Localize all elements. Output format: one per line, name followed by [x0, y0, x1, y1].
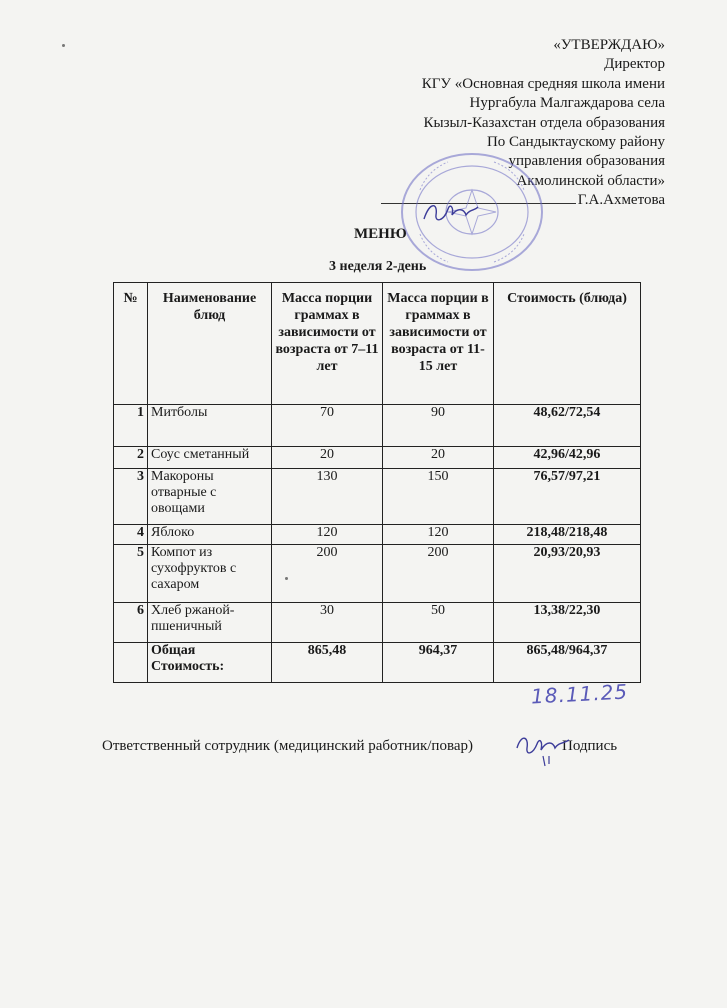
row-number: 4 [114, 525, 148, 545]
row-mass-11-15: 90 [383, 405, 494, 447]
row-cost: 48,62/72,54 [494, 405, 641, 447]
footer-line [102, 738, 618, 755]
row-mass-11-15: 20 [383, 447, 494, 469]
director-signature-icon [420, 195, 480, 230]
menu-table [113, 282, 641, 683]
row-mass-7-11: 70 [272, 405, 383, 447]
approval-line: «УТВЕРЖДАЮ» [553, 37, 665, 53]
row-dish-name: Соус сметанный [148, 447, 272, 469]
header-number: № [114, 283, 148, 405]
table-row [114, 545, 641, 603]
scan-speck [285, 577, 288, 580]
total-cost: 865,48/964,37 [494, 643, 641, 683]
row-cost: 218,48/218,48 [494, 525, 641, 545]
total-number-cell [114, 643, 148, 683]
row-dish-name: Компот из сухофруктов с сахаром [148, 545, 272, 603]
approval-line: Директор [604, 56, 665, 73]
header-dish-name: Наименование блюд [148, 283, 272, 405]
table-header-row [114, 283, 641, 405]
row-mass-11-15: 200 [383, 545, 494, 603]
table-row [114, 469, 641, 525]
row-number: 3 [114, 469, 148, 525]
row-cost: 42,96/42,96 [494, 447, 641, 469]
approval-line: Кызыл-Казахстан отдела образования [423, 114, 665, 131]
approval-line: По Сандыктаускому району [486, 134, 665, 151]
approval-line: КГУ «Основная средняя школа имени [421, 75, 665, 92]
row-mass-7-11: 200 [272, 545, 383, 603]
total-mass-7-11: 865,48 [272, 643, 383, 683]
page-subtitle: 3 неделя 2-день [329, 259, 427, 274]
row-dish-name: Хлеб ржаной-пшеничный [148, 603, 272, 643]
approval-line: Нургабула Малгаждарова села [469, 95, 665, 112]
table-row [114, 525, 641, 545]
table-row [114, 405, 641, 447]
row-cost: 76,57/97,21 [494, 469, 641, 525]
approval-line: Акмолинской области» [516, 172, 665, 189]
handwritten-date: 18.11.25 [530, 679, 629, 709]
row-dish-name: Митболы [148, 405, 272, 447]
row-mass-11-15: 120 [383, 525, 494, 545]
row-dish-name: Яблоко [148, 525, 272, 545]
header-mass-7-11: Масса порции граммах в зависимости от возраста от 7–11 лет [272, 283, 383, 405]
row-cost: 13,38/22,30 [494, 603, 641, 643]
row-mass-7-11: 120 [272, 525, 383, 545]
approval-line: управления образования [508, 153, 665, 170]
signer-name: Г.А.Ахметова [577, 192, 665, 209]
row-number: 6 [114, 603, 148, 643]
header-cost: Стоимость (блюда) [494, 283, 641, 405]
row-mass-7-11: 20 [272, 447, 383, 469]
responsible-signature-icon [513, 726, 573, 768]
total-mass-11-15: 964,37 [383, 643, 494, 683]
row-mass-11-15: 50 [383, 603, 494, 643]
row-mass-7-11: 30 [272, 603, 383, 643]
responsible-person-label: Ответственный сотрудник (медицинский работник/повар) [102, 738, 473, 754]
table-total-row [114, 643, 641, 683]
row-mass-7-11: 130 [272, 469, 383, 525]
total-label: Общая Стоимость: [148, 643, 272, 683]
row-dish-name: Макороны отварные с овощами [148, 469, 272, 525]
header-mass-11-15: Масса порции в граммах в зависимости от возраста от 11-15 лет [383, 283, 494, 405]
row-number: 1 [114, 405, 148, 447]
row-cost: 20,93/20,93 [494, 545, 641, 603]
table-row [114, 603, 641, 643]
scan-speck [62, 44, 65, 47]
row-number: 5 [114, 545, 148, 603]
row-mass-11-15: 150 [383, 469, 494, 525]
signature-label: Подпись [562, 738, 618, 754]
table-row [114, 447, 641, 469]
row-number: 2 [114, 447, 148, 469]
page-title: МЕНЮ [354, 226, 407, 242]
